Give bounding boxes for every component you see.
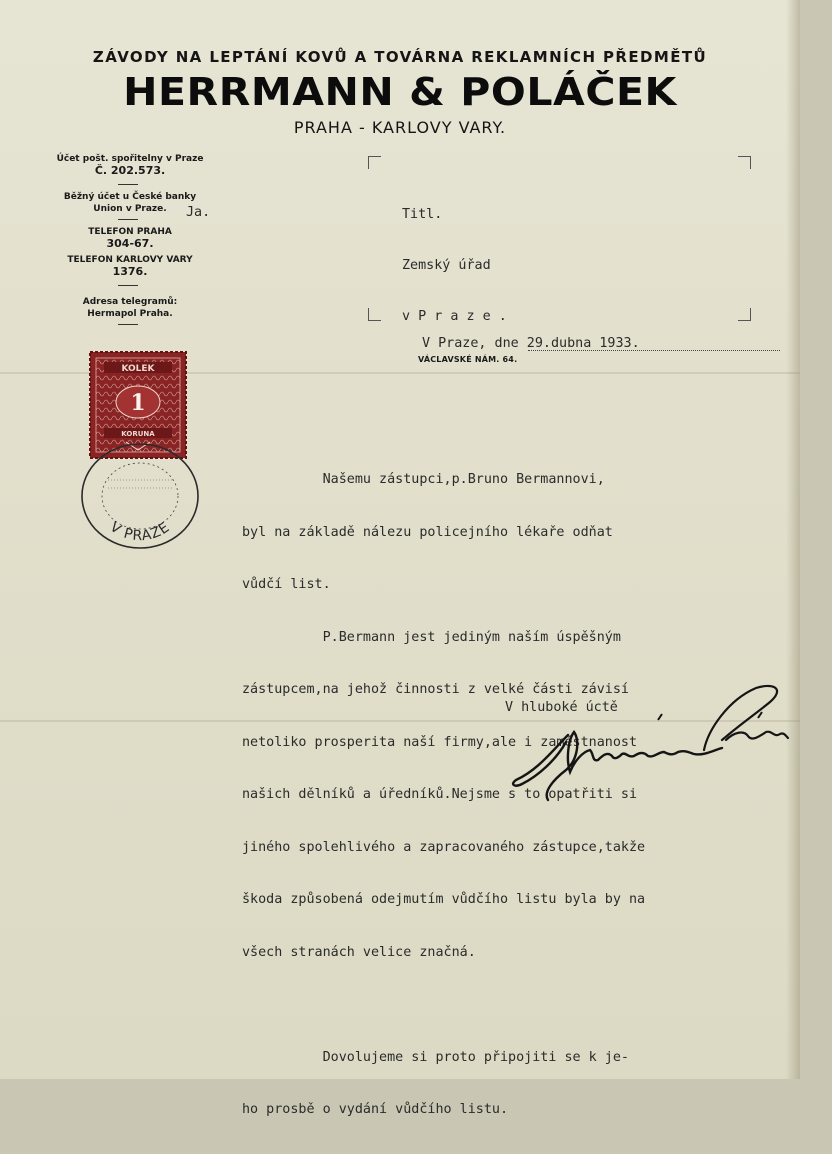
body-line: škoda způsobená odejmutím vůdčího listu byla by na (242, 892, 646, 907)
recipient-line: Titl. (402, 207, 443, 222)
phone-karlovy-vary (40, 254, 220, 278)
address-corner-mark (738, 156, 751, 169)
address-corner-mark (368, 308, 381, 321)
company-street-address: VÁCLAVSKÉ NÁM. 64. (418, 355, 518, 364)
date-line: V Praze, dne 29.dubna 1933. (422, 336, 640, 351)
handwritten-signature (508, 680, 790, 810)
recipient-line: v P r a z e . (402, 309, 507, 324)
divider (118, 219, 138, 220)
recipient-line: Zemský úřad (402, 258, 491, 273)
body-line: P.Bermann jest jediným naším úspěšným (242, 629, 621, 645)
postmark-cancellation (78, 440, 202, 552)
stamp-value: 1 (130, 390, 146, 416)
phone-prague (40, 226, 220, 250)
body-line (242, 996, 645, 1014)
body-line: našich dělníků a úředníků.Nejsme s to opatřiti si (242, 787, 638, 802)
phone-prague-number: 304-67. (106, 237, 154, 250)
date-dotted-rule (528, 350, 780, 351)
bank-account-label: Běžný účet u České banky (63, 192, 197, 202)
address-corner-mark (738, 308, 751, 321)
body-line: byl na základě nálezu policejního lékaře odňat (242, 524, 613, 540)
reference-mark: Ja. (186, 205, 211, 220)
divider (118, 324, 138, 325)
telegram-address (40, 296, 220, 320)
body-line: Dovolujeme si proto připojiti se k je- (242, 1049, 629, 1065)
body-line: všech stranách velice značná. (242, 944, 476, 960)
company-activity-line: ZÁVODY NA LEPTÁNÍ KOVŮ A TOVÁRNA REKLAMNÍCH PŘEDMĚTŮ (92, 48, 708, 66)
body-line: vůdčí list. (242, 577, 331, 592)
body-line: jiného spolehlivého a zapracovaného zástupce,takže (242, 839, 646, 855)
body-line: netoliko prosperita naší firmy,ale i zaměstnanost (242, 734, 638, 750)
postal-account-label: Účet pošt. spořitelny v Praze (56, 154, 204, 164)
paper-edge-shadow (786, 0, 800, 1079)
recipient-address (402, 172, 507, 359)
divider (118, 285, 138, 286)
phone-kv-number: 1376. (112, 265, 148, 278)
postmark-text: V PRAZE (106, 519, 174, 545)
postal-account-number: Č. 202.573. (94, 164, 166, 177)
body-line: Našemu zástupci,p.Bruno Bermannovi, (242, 472, 605, 487)
postal-account (40, 153, 220, 177)
company-name: HERRMANN & POLÁČEK (123, 70, 677, 114)
bank-account-name: Union v Praze. (93, 204, 167, 214)
address-corner-mark (368, 156, 381, 169)
phone-kv-label: TELEFON KARLOVY VARY (67, 255, 193, 265)
phone-prague-label: TELEFON PRAHA (88, 227, 172, 237)
body-line: ho prosbě o vydání vůdčího listu. (242, 1102, 509, 1117)
company-cities: PRAHA - KARLOVY VARY. (293, 118, 507, 137)
body-line: zástupcem,na jehož činnosti z velké části závisí (242, 682, 629, 697)
stamp-bottom-text: KORUNA (121, 430, 155, 438)
telegram-label: Adresa telegramů: (82, 297, 178, 307)
telegram-value: Hermapol Praha. (87, 309, 173, 319)
closing-salutation: V hluboké úctě (505, 700, 618, 715)
divider (118, 184, 138, 185)
stamp-top-text: KOLEK (121, 364, 155, 374)
